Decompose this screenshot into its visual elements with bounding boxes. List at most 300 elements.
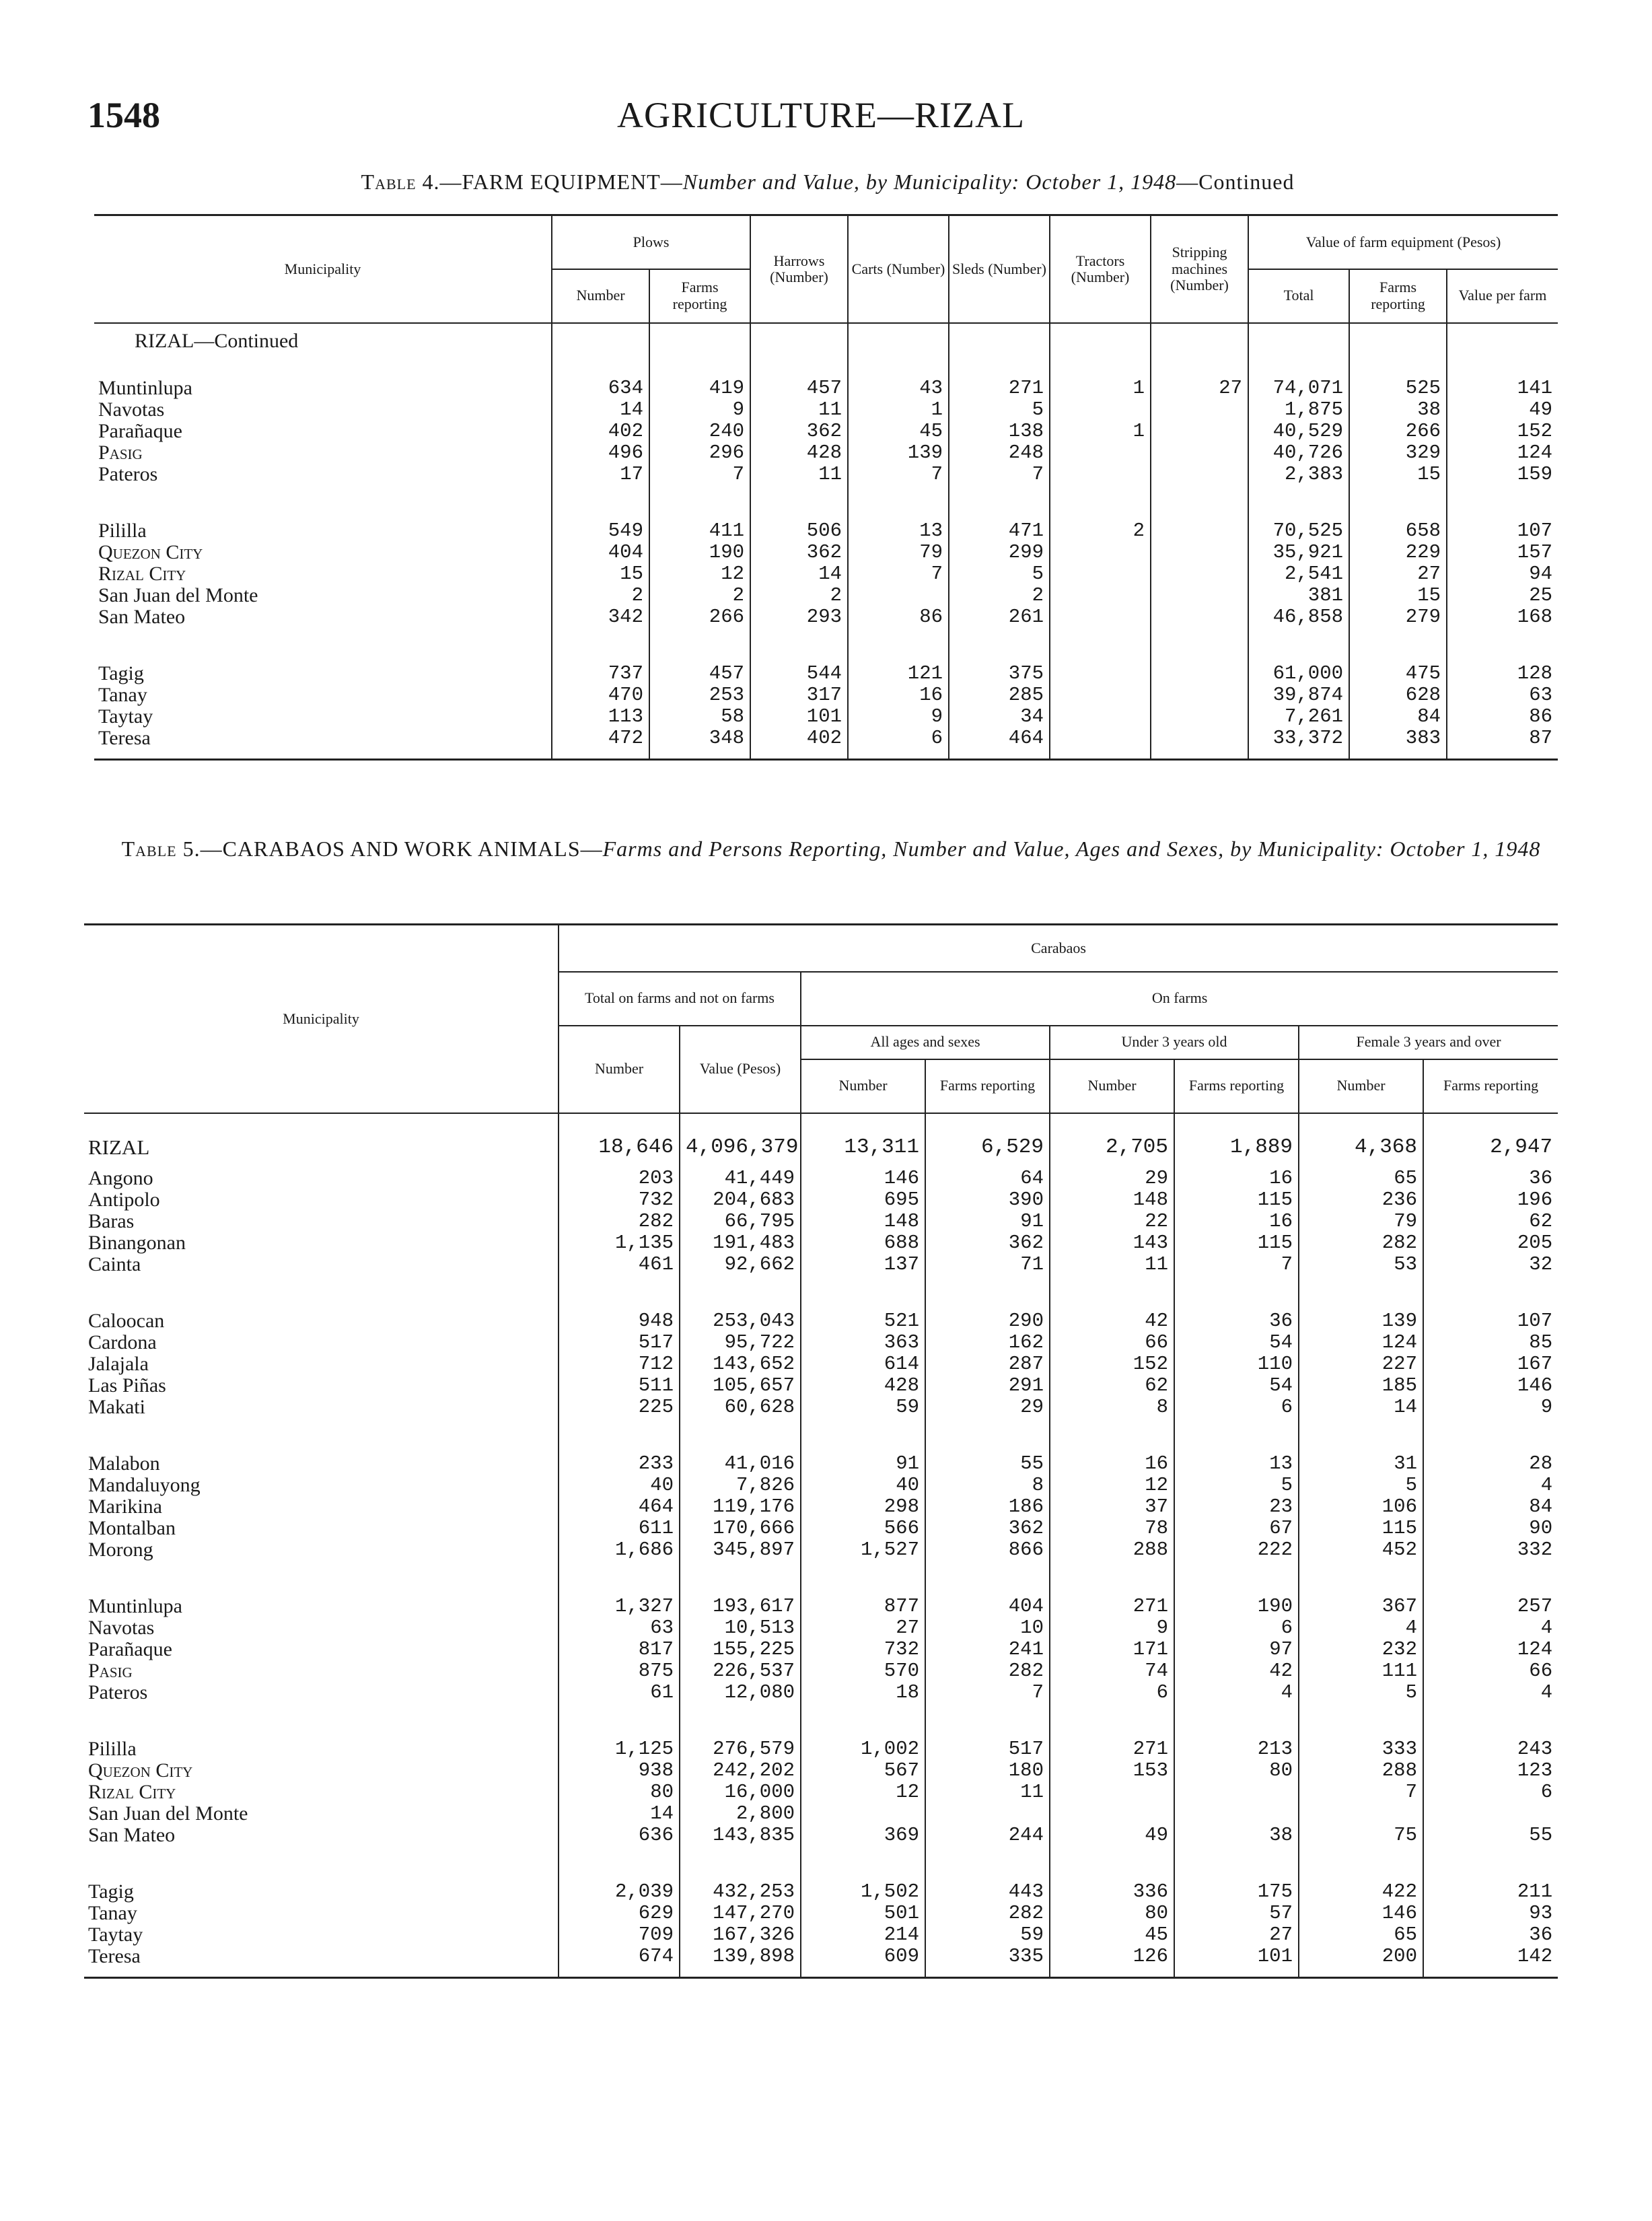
table-cell: 5 [1299,1475,1423,1496]
municipality-name: Pasig [84,1660,559,1682]
table-cell: 211 [1517,1880,1553,1903]
table-cell: 549 [552,520,649,542]
table-row [94,585,1558,606]
table-cell: 115 [1174,1232,1299,1254]
table-cell: 291 [925,1375,1050,1397]
table-cell: 2,383 [1248,464,1349,485]
table-cell: 148 [1050,1189,1174,1211]
table-cell: 658 [1349,520,1447,542]
section-row [94,323,1558,378]
table-cell: 7 [1299,1782,1423,1803]
table-cell: 10,513 [680,1617,801,1639]
table-cell: 66 [1529,1660,1553,1682]
table-cell: 11 [750,464,848,485]
table-cell: 241 [925,1639,1050,1660]
table-cell: 78 [1050,1518,1174,1539]
municipality-name: Pasig [94,442,552,464]
col-all-ages-farms: Farms reporting [925,1059,1050,1113]
table-cell: 124 [1517,1638,1553,1660]
table-cell: 329 [1349,442,1447,464]
municipality-name: Cardona [84,1332,559,1353]
table-cell: 732 [559,1189,680,1211]
col-under3: Under 3 years old [1050,1026,1299,1059]
table-cell: 293 [750,606,848,628]
table-cell: 2,541 [1248,563,1349,585]
municipality-name: Tanay [84,1903,559,1924]
table-cell: 61 [559,1682,680,1703]
table-row [94,378,1558,399]
table-cell: 404 [925,1596,1050,1617]
col-female3-number: Number [1299,1059,1423,1113]
table-cell: 146 [801,1168,925,1189]
table-cell [1050,585,1151,606]
spacer-row [84,1418,1558,1453]
table-cell: 186 [925,1496,1050,1518]
municipality-name: Parañaque [94,421,552,442]
table-cell: 362 [750,421,848,442]
table-cell: 16 [1174,1168,1299,1189]
col-all-ages-number: Number [801,1059,925,1113]
table-cell: 25 [1529,584,1553,606]
table-cell: 4 [1540,1681,1553,1703]
table-cell: 162 [925,1332,1050,1353]
table-cell: 517 [925,1738,1050,1760]
table-cell: 948 [559,1310,680,1332]
municipality-name: Navotas [94,399,552,421]
table-cell: 7 [925,1682,1050,1703]
table-cell: 5 [1174,1475,1299,1496]
table-cell: 106 [1299,1496,1423,1518]
table-cell: 139 [1299,1310,1423,1332]
table-cell: 16 [848,684,949,706]
table-cell: 7 [1174,1254,1299,1275]
table-cell: 23 [1174,1496,1299,1518]
table-row [84,1113,1558,1168]
table-row [84,1738,1558,1760]
table-cell: 2,705 [1050,1113,1174,1168]
table-cell: 27 [1349,563,1447,585]
table-cell: 12 [649,563,750,585]
col-value-farms: Farms reporting [1349,269,1447,323]
table-cell: 428 [750,442,848,464]
table-cell: 732 [801,1639,925,1660]
table-cell: 866 [925,1539,1050,1561]
table-cell: 13,311 [801,1113,925,1168]
municipality-name: Rizal City [84,1782,559,1803]
table-cell: 40 [801,1475,925,1496]
table-cell: 4,096,379 [680,1113,801,1168]
municipality-name: Jalajala [84,1353,559,1375]
table-cell: 938 [559,1760,680,1782]
table-cell: 2 [750,585,848,606]
table-cell: 232 [1299,1639,1423,1660]
col-under3-farms: Farms reporting [1174,1059,1299,1113]
municipality-name: Tagig [94,663,552,684]
table-cell: 298 [801,1496,925,1518]
table-cell: 11 [750,399,848,421]
table-cell: 5 [949,399,1050,421]
table-cell: 1,686 [559,1539,680,1561]
col-female3: Female 3 years and over [1299,1026,1558,1059]
table-cell: 521 [801,1310,925,1332]
table-cell: 91 [801,1453,925,1475]
table-cell: 9 [1050,1617,1174,1639]
table-cell: 4 [1540,1617,1553,1639]
table-row [84,1397,1558,1418]
table-cell: 153 [1050,1760,1174,1782]
table-cell: 279 [1349,606,1447,628]
table-cell: 4 [1174,1682,1299,1703]
table-cell: 16 [1050,1453,1174,1475]
table-cell: 628 [1349,684,1447,706]
table-cell: 171 [1050,1639,1174,1660]
table-cell: 147,270 [680,1903,801,1924]
table-cell: 55 [1529,1824,1553,1846]
table-cell [1151,663,1248,684]
table4-body [94,323,1558,760]
table-cell: 475 [1349,663,1447,684]
table-cell: 6 [1050,1682,1174,1703]
table5-caption-title: —CARABAOS AND WORK ANIMALS— [200,837,603,861]
table5-caption-label: Table 5. [121,837,201,861]
table-cell: 266 [1349,421,1447,442]
table-row [94,563,1558,585]
table-cell: 877 [801,1596,925,1617]
farm-equipment-table [94,214,1558,761]
table-cell [1050,542,1151,563]
table-row [84,1453,1558,1475]
table4-caption-label: Table 4. [361,170,440,194]
table-cell: 167 [1517,1353,1553,1375]
table-cell [1050,563,1151,585]
table-cell: 2 [552,585,649,606]
table-cell: 92,662 [680,1254,801,1275]
table-cell: 124 [1517,442,1553,464]
table-cell: 111 [1299,1660,1423,1682]
table-cell: 271 [1050,1596,1174,1617]
municipality-name: RIZAL [84,1113,559,1168]
table-row [84,1617,1558,1639]
table5-caption [94,835,1568,863]
table-cell: 240 [649,421,750,442]
table-cell: 470 [552,684,649,706]
table-cell: 2 [949,585,1050,606]
table-cell: 74,071 [1248,378,1349,399]
table-cell: 288 [1299,1760,1423,1782]
table-cell [1050,1803,1174,1825]
table-cell: 15 [1349,585,1447,606]
table-cell: 60,628 [680,1397,801,1418]
municipality-name: San Mateo [84,1825,559,1846]
table-cell: 226,537 [680,1660,801,1682]
table-cell: 7 [949,464,1050,485]
table-cell: 80 [559,1782,680,1803]
table5-body [84,1113,1558,1978]
table-cell: 107 [1517,520,1553,542]
table-cell: 362 [925,1518,1050,1539]
table-row [84,1353,1558,1375]
table-cell [1151,399,1248,421]
table-cell: 15 [1349,464,1447,485]
table-cell: 143,835 [680,1825,801,1846]
table-cell: 7,261 [1248,706,1349,728]
table-cell: 62 [1050,1375,1174,1397]
table-cell: 525 [1349,378,1447,399]
table-cell: 227 [1299,1353,1423,1375]
table-cell: 317 [750,684,848,706]
table-cell: 287 [925,1353,1050,1375]
table-cell: 8 [1050,1397,1174,1418]
table-row [84,1924,1558,1946]
table-cell: 46,858 [1248,606,1349,628]
municipality-name: Las Piñas [84,1375,559,1397]
table-cell: 105,657 [680,1375,801,1397]
table-cell: 29 [1050,1168,1174,1189]
spacer-row [84,1561,1558,1596]
table-cell: 22 [1050,1211,1174,1232]
table-cell: 185 [1299,1375,1423,1397]
table-cell: 222 [1174,1539,1299,1561]
table-row [84,1254,1558,1275]
table-cell [1151,421,1248,442]
table-cell: 2 [1050,520,1151,542]
table-cell: 8 [925,1475,1050,1496]
table-cell: 121 [848,663,949,684]
municipality-name: San Juan del Monte [94,585,552,606]
table-cell: 457 [750,378,848,399]
table-cell: 629 [559,1903,680,1924]
table-cell: 233 [559,1453,680,1475]
table-cell: 261 [949,606,1050,628]
table-row [84,1946,1558,1978]
municipality-name: Angono [84,1168,559,1189]
table-cell: 97 [1174,1639,1299,1660]
table-cell: 14 [552,399,649,421]
table-cell: 63 [1529,684,1553,706]
table-cell: 31 [1299,1453,1423,1475]
table-cell: 143 [1050,1232,1174,1254]
table-row [84,1168,1558,1189]
table-cell: 712 [559,1353,680,1375]
table-cell: 12 [801,1782,925,1803]
table-cell: 1,889 [1174,1113,1299,1168]
table-cell: 288 [1050,1539,1174,1561]
table-cell: 6 [1174,1617,1299,1639]
table-cell: 1 [1050,378,1151,399]
table-cell: 167,326 [680,1924,801,1946]
table-cell: 152 [1050,1353,1174,1375]
table-cell: 39,874 [1248,684,1349,706]
table-cell: 11 [925,1782,1050,1803]
table-cell: 6 [1540,1781,1553,1803]
col-municipality: Municipality [84,925,559,1113]
table4-caption [87,170,1568,195]
col-all-ages: All ages and sexes [801,1026,1050,1059]
municipality-name: Tagig [84,1881,559,1903]
table-cell: 381 [1248,585,1349,606]
table-cell: 299 [949,542,1050,563]
table-cell: 402 [552,421,649,442]
table-cell: 544 [750,663,848,684]
table-row [84,1518,1558,1539]
table-cell: 214 [801,1924,925,1946]
table-cell: 609 [801,1946,925,1978]
table-cell: 12,080 [680,1682,801,1703]
table-cell: 84 [1349,706,1447,728]
table-cell: 180 [925,1760,1050,1782]
municipality-name: Teresa [94,728,552,760]
table-cell [1151,520,1248,542]
table-cell: 464 [949,728,1050,760]
table-cell: 148 [801,1211,925,1232]
table-cell: 170,666 [680,1518,801,1539]
table-row [94,442,1558,464]
table-cell: 113 [552,706,649,728]
table-cell: 17 [552,464,649,485]
table-cell: 110 [1174,1353,1299,1375]
municipality-name: Taytay [84,1924,559,1946]
table-row [94,399,1558,421]
table-cell: 16 [1174,1211,1299,1232]
col-sleds: Sleds (Number) [949,215,1050,323]
table-cell: 342 [552,606,649,628]
table-cell: 200 [1299,1946,1423,1978]
table-cell: 1,527 [801,1539,925,1561]
table-row [94,684,1558,706]
table-cell: 242,202 [680,1760,801,1782]
table-row [84,1496,1558,1518]
table-cell [1050,728,1151,760]
table-cell: 70,525 [1248,520,1349,542]
table-cell [1299,1803,1423,1825]
table-cell: 33,372 [1248,728,1349,760]
table-cell: 14 [559,1803,680,1825]
table-cell: 126 [1050,1946,1174,1978]
table-cell: 27 [801,1617,925,1639]
table-row [84,1660,1558,1682]
municipality-name: Pililla [84,1738,559,1760]
table4-caption-title: —FARM EQUIPMENT— [439,170,683,194]
table-row [94,542,1558,563]
table-cell [1050,684,1151,706]
table-cell: 40,529 [1248,421,1349,442]
table-cell: 13 [1174,1453,1299,1475]
table-cell [1050,464,1151,485]
table-cell: 191,483 [680,1232,801,1254]
table-cell: 55 [925,1453,1050,1475]
table-row [94,421,1558,442]
table-cell: 443 [925,1881,1050,1903]
table-row [84,1903,1558,1924]
table-row [84,1375,1558,1397]
table-cell [1151,563,1248,585]
municipality-name: Montalban [84,1518,559,1539]
table-cell: 16,000 [680,1782,801,1803]
table-cell: 457 [649,663,750,684]
table-cell: 10 [925,1617,1050,1639]
table-cell: 79 [1299,1211,1423,1232]
table-cell: 737 [552,663,649,684]
col-value-group: Value of farm equipment (Pesos) [1248,215,1558,269]
table-cell: 248 [949,442,1050,464]
table-cell: 65 [1299,1924,1423,1946]
table-cell: 66,795 [680,1211,801,1232]
table-row [84,1596,1558,1617]
table-cell: 139 [848,442,949,464]
table-cell: 54 [1174,1332,1299,1353]
table-cell: 674 [559,1946,680,1978]
table-cell: 817 [559,1639,680,1660]
table-cell: 7,826 [680,1475,801,1496]
table-cell: 266 [649,606,750,628]
table-cell: 4,368 [1299,1113,1423,1168]
table-cell: 362 [925,1232,1050,1254]
table-cell: 95,722 [680,1332,801,1353]
page-number: 1548 [87,95,160,135]
table-cell: 58 [649,706,750,728]
table-cell [1423,1803,1558,1825]
table-cell: 142 [1423,1946,1558,1978]
table-row [84,1760,1558,1782]
municipality-name: Morong [84,1539,559,1561]
col-stripping-machines: Stripping machines (Number) [1151,215,1248,323]
table-cell: 570 [801,1660,925,1682]
table-cell [1151,684,1248,706]
table4-caption-end: —Continued [1176,170,1295,194]
table-cell: 42 [1050,1310,1174,1332]
table-cell: 1,875 [1248,399,1349,421]
table-cell: 471 [949,520,1050,542]
table-cell: 7 [649,464,750,485]
table-cell: 709 [559,1924,680,1946]
municipality-name: Quezon City [84,1760,559,1782]
municipality-name: Caloocan [84,1310,559,1332]
table-cell: 213 [1174,1738,1299,1760]
table-cell: 196 [1517,1189,1553,1211]
table-cell: 282 [925,1903,1050,1924]
table-cell: 79 [848,542,949,563]
table-row [84,1782,1558,1803]
table-cell [1151,542,1248,563]
table-cell: 34 [949,706,1050,728]
table-cell: 1,125 [559,1738,680,1760]
col-plows-farms: Farms reporting [649,269,750,323]
col-total-number: Number [559,1026,680,1113]
table-cell: 496 [552,442,649,464]
table-cell: 85 [1529,1331,1553,1353]
carabaos-table [84,923,1558,1979]
table-cell: 119,176 [680,1496,801,1518]
table-cell: 5 [1299,1682,1423,1703]
table-cell: 4 [1299,1617,1423,1639]
municipality-name: Muntinlupa [94,378,552,399]
table-cell: 5 [949,563,1050,585]
table-cell: 141 [1517,377,1553,399]
spacer-row [84,1275,1558,1310]
table-cell [1050,706,1151,728]
table-cell: 14 [750,563,848,585]
table-cell: 12 [1050,1475,1174,1496]
table-cell: 634 [552,378,649,399]
table-cell: 506 [750,520,848,542]
table-row [84,1332,1558,1353]
table-cell [1050,442,1151,464]
table-cell: 27 [1151,378,1248,399]
table-row [84,1825,1558,1846]
table4-caption-sub: Number and Value, by Municipality: October 1, 1948 [682,170,1177,194]
table-cell [1050,663,1151,684]
table-cell: 253,043 [680,1310,801,1332]
